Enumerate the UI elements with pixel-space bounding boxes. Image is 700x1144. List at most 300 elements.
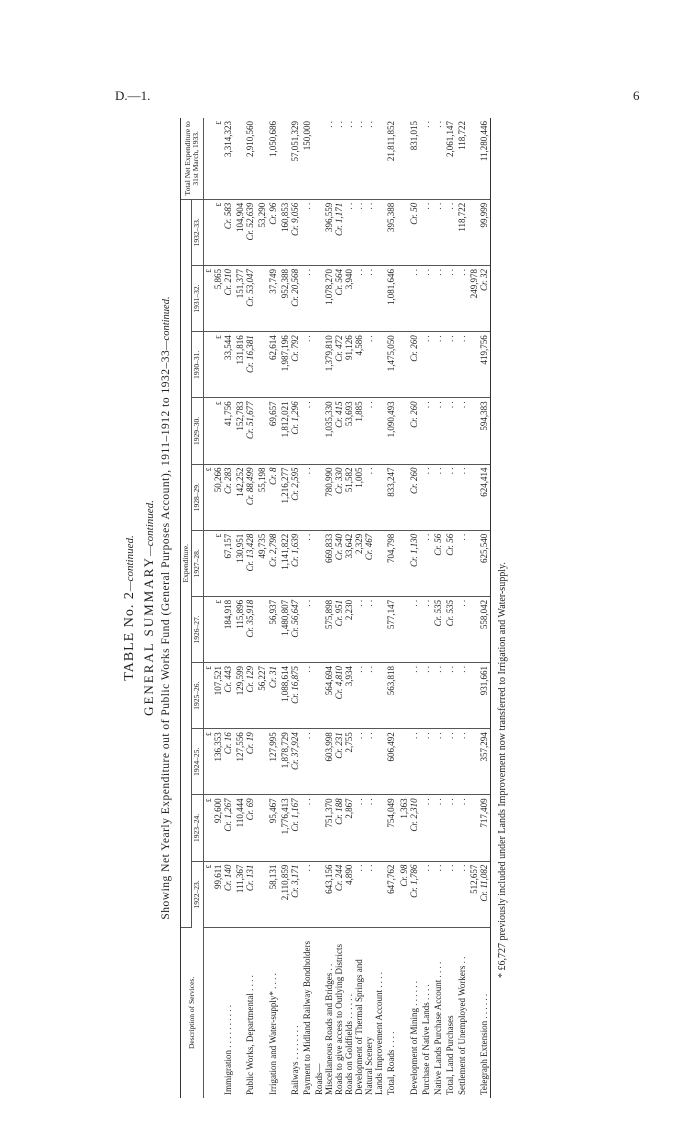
cell-value: Cr. 96 — [267, 202, 278, 225]
pound-sign: £ — [213, 401, 223, 406]
table-cell — [279, 398, 301, 464]
table-cell — [468, 596, 491, 662]
table-cell — [420, 199, 432, 265]
cell-value: Cr. 535 — [432, 599, 443, 627]
table-cell — [444, 398, 456, 464]
cell-value: Cr. 2,595 — [289, 467, 300, 501]
table-cell — [203, 199, 234, 265]
table-cell — [203, 266, 234, 332]
table-row — [420, 118, 432, 1098]
table-cell — [256, 266, 278, 332]
row-description: Railways . . . . . . . . — [289, 1025, 300, 1095]
table-cell — [279, 530, 301, 596]
cell-value: Cr. 4,810 — [334, 666, 345, 700]
row-description: Total, Roads . . . . — [386, 1031, 397, 1095]
cell-value: . . — [301, 533, 312, 541]
table-cell — [420, 530, 432, 596]
year-column-header: 1929–30. — [192, 398, 203, 464]
table-cell — [313, 118, 386, 199]
cell-value: 419,756 — [479, 335, 490, 365]
cell-value: 58,131 — [267, 864, 278, 890]
table-cell — [456, 464, 468, 530]
page-left-header: D.—1. — [115, 88, 151, 103]
table-cell — [432, 266, 444, 332]
table-cell — [301, 118, 313, 199]
table-cell — [456, 729, 468, 795]
cell-value: . . — [444, 798, 455, 806]
table-cell — [468, 663, 491, 729]
table-cell — [468, 118, 491, 199]
cell-value: Cr. 31 — [267, 666, 278, 689]
cell-value: 56,227 — [257, 666, 268, 691]
cell-value: 1,776,413 — [279, 798, 290, 835]
cell-value: Cr. 2,798 — [267, 533, 278, 567]
cell-value: 21,811,852 — [386, 121, 397, 162]
table-cell — [420, 118, 432, 199]
cell-value: . . — [432, 401, 443, 409]
year-column-header: 1923–24. — [192, 795, 203, 861]
cell-value: . . — [432, 202, 443, 210]
table-cell — [301, 596, 313, 662]
row-description-line: Roads on Goldfields . . . . . . — [344, 994, 355, 1095]
cell-value: 5,865 — [213, 269, 224, 290]
table-cell — [444, 795, 456, 861]
table-cell — [385, 795, 397, 861]
cell-value: Cr. 2,310 — [408, 798, 419, 832]
cell-value: 643,156 — [323, 864, 334, 894]
cell-value: . . — [420, 401, 431, 409]
cell-value: 99,611 — [213, 864, 224, 889]
table-cell — [234, 795, 256, 861]
cell-value: Cr. 8 — [267, 467, 278, 486]
year-column-header: 1928–29. — [192, 464, 203, 530]
table-cell — [279, 663, 301, 729]
table-cell — [385, 530, 397, 596]
cell-value: 512,657 — [468, 864, 479, 894]
cell-value: . . — [420, 467, 431, 475]
cell-value: . . — [354, 202, 365, 210]
cell-value: 594,383 — [479, 401, 490, 431]
cell-value: . . — [456, 864, 467, 872]
cell-value: 558,042 — [479, 599, 490, 630]
cell-value: 952,388 — [279, 269, 290, 299]
table-cell — [313, 596, 386, 662]
cell-value: Cr. 50 — [408, 202, 419, 225]
cell-value: 704,798 — [386, 533, 397, 563]
total-column-header: Total Net Expenditure to 31st March, 1933. — [181, 118, 204, 199]
table-cell — [234, 596, 256, 662]
table-cell — [256, 861, 278, 927]
cell-value: Cr. 210 — [223, 269, 234, 296]
table-caption-main: Showing Net Yearly Expenditure out of Public Works Fund (General Purposes Account), 1911–1912 to 1932–33 — [160, 349, 172, 920]
cell-value: 1,885 — [354, 401, 365, 422]
table-cell — [420, 332, 432, 398]
row-description: Telegraph Extension . . . . . . — [468, 927, 491, 1098]
cell-value: . . — [420, 599, 431, 607]
table-cell — [385, 596, 397, 662]
cell-value: Cr. 56,647 — [289, 599, 300, 638]
table-cell — [468, 729, 491, 795]
cell-value: 55,198 — [257, 467, 268, 493]
year-column-header: 1931–32. — [192, 266, 203, 332]
cell-value: 118,722 — [456, 121, 467, 150]
table-cell — [279, 729, 301, 795]
cell-value: 249,978 — [468, 269, 479, 299]
cell-value: . . — [444, 467, 455, 475]
table-cell — [313, 795, 386, 861]
page-number: 6 — [633, 88, 640, 103]
pound-sign: £ — [203, 666, 213, 670]
year-column-header: 1927–28. — [192, 530, 203, 596]
table-head — [181, 118, 204, 1098]
cell-value: 127,995 — [267, 732, 278, 762]
table-cell — [234, 332, 256, 398]
table-cell — [398, 332, 420, 398]
cell-value: 751,370 — [323, 798, 334, 828]
table-row — [279, 118, 301, 1098]
cell-value: 2,755 — [344, 732, 355, 753]
cell-value: . . — [444, 269, 455, 276]
cell-value: 1,035,330 — [323, 401, 334, 438]
cell-value: . . — [420, 864, 431, 872]
cell-value: . . — [408, 666, 419, 673]
cell-value: 150,000 — [301, 121, 312, 151]
cell-value: Cr. 16 — [223, 732, 234, 755]
row-description: Immigration . . . . . . . . . . — [223, 1005, 234, 1095]
cell-value: 2,329 — [354, 533, 365, 554]
table-cell — [456, 332, 468, 398]
table-cell — [468, 464, 491, 530]
cell-value: Cr. 9,056 — [289, 202, 300, 236]
table-cell — [456, 596, 468, 662]
table-cell — [468, 795, 491, 861]
cell-value: . . — [354, 666, 365, 673]
cell-value: 1,878,729 — [279, 732, 290, 769]
cell-value: . . — [456, 401, 467, 409]
cell-value: 160,853 — [279, 202, 290, 232]
table-cell — [444, 464, 456, 530]
table-cell — [420, 795, 432, 861]
cell-value: . . — [301, 467, 312, 475]
cell-value: 41,756 — [223, 401, 234, 427]
cell-value: 603,998 — [323, 732, 334, 762]
cell-value: Cr. 951 — [334, 599, 345, 627]
table-cell — [313, 464, 386, 530]
table-cell — [456, 530, 468, 596]
cell-value: 142,252 — [235, 467, 246, 497]
table-cell — [301, 266, 313, 332]
cell-value: . . — [364, 864, 375, 872]
cell-value: . . — [364, 666, 375, 673]
table-cell — [385, 199, 397, 265]
cell-value: . . — [408, 269, 419, 276]
cell-value: . . — [432, 798, 443, 806]
table-cell — [203, 464, 234, 530]
cell-value: . . — [420, 269, 431, 276]
cell-value: 1,363 — [398, 798, 409, 819]
cell-value: Cr. 564 — [334, 269, 345, 296]
cell-value: 564,694 — [323, 666, 334, 696]
cell-value: 4,586 — [354, 335, 365, 356]
table-row — [444, 118, 456, 1098]
table-cell — [256, 596, 278, 662]
table-title-main: TABLE No. 2 — [122, 591, 137, 681]
table-cell — [203, 729, 234, 795]
cell-value: 357,294 — [479, 732, 490, 762]
table-cell — [234, 663, 256, 729]
cell-value: Cr. 88,499 — [245, 467, 256, 506]
cell-value: . . — [456, 467, 467, 475]
table-cell — [456, 398, 468, 464]
cell-value: 833,247 — [386, 467, 397, 497]
cell-value: Cr. 1,786 — [408, 864, 419, 898]
cell-value: Cr. 3,171 — [289, 864, 300, 898]
cell-value: Cr. 260 — [408, 467, 419, 495]
cell-value: 754,049 — [386, 798, 397, 828]
table-cell — [432, 729, 444, 795]
table-caption — [160, 118, 172, 1098]
table-cell — [432, 398, 444, 464]
cell-value: Cr. 1,167 — [289, 798, 300, 832]
cell-value: Cr. 188 — [334, 798, 345, 825]
cell-value: . . — [456, 798, 467, 806]
table-cell — [279, 795, 301, 861]
row-description: Irrigation and Water-supply* . . . . — [267, 973, 278, 1095]
table-cell — [468, 199, 491, 265]
row-description: Purchase of Native Lands . . . . — [420, 984, 431, 1095]
cell-value: . . — [432, 121, 443, 128]
cell-value: . . — [301, 335, 312, 342]
cell-value: . . — [301, 599, 312, 607]
cell-value: Cr. 415 — [334, 401, 345, 428]
row-description-line: Miscellaneous Roads and Bridges . . — [323, 963, 334, 1095]
cell-value: 136,353 — [213, 732, 224, 762]
cell-value: 669,833 — [323, 533, 334, 563]
pound-sign: £ — [213, 335, 223, 339]
cell-value: . . — [364, 599, 375, 607]
cell-value: . . — [432, 732, 443, 739]
cell-value: 2,230 — [344, 599, 355, 621]
table-row — [456, 118, 468, 1098]
cell-value: Cr. 472 — [334, 335, 345, 362]
cell-value: 111,367 — [235, 864, 246, 894]
cell-value: Cr. 69 — [245, 798, 256, 821]
table-row — [468, 118, 491, 1098]
cell-value: . . — [420, 335, 431, 342]
rotated-table-block — [120, 118, 630, 1098]
table-row — [203, 118, 234, 1098]
cell-value: . . — [354, 864, 365, 872]
cell-value: 53,290 — [257, 202, 268, 228]
expenditure-group-header: Expenditure. — [181, 199, 192, 927]
cell-value: Cr. 35,918 — [245, 599, 256, 638]
cell-value: 118,722 — [456, 202, 467, 232]
table-cell — [432, 332, 444, 398]
cell-value: 931,661 — [479, 666, 490, 696]
table-cell — [432, 199, 444, 265]
table-cell — [301, 663, 313, 729]
cell-value: . . — [456, 599, 467, 607]
cell-value: 1,081,646 — [386, 269, 397, 306]
cell-value: 1,987,196 — [279, 335, 290, 372]
cell-value: . . — [354, 269, 365, 276]
cell-value: . . — [432, 335, 443, 342]
cell-value: . . — [354, 732, 365, 739]
cell-value: 127,556 — [235, 732, 246, 762]
table-cell — [468, 398, 491, 464]
cell-value: 717,409 — [479, 798, 490, 828]
cell-value: . . — [420, 798, 431, 806]
table-cell — [203, 795, 234, 861]
cell-value: 563,818 — [386, 666, 397, 696]
cell-value: Cr. 37,924 — [289, 732, 300, 770]
cell-value: 131,816 — [235, 335, 246, 365]
table-cell — [468, 266, 491, 332]
cell-value: Cr. 52,639 — [245, 202, 256, 241]
cell-value: 396,559 — [323, 202, 334, 232]
table-cell — [398, 596, 420, 662]
table-cell — [256, 464, 278, 530]
table-title-suffix: —continued. — [124, 535, 136, 592]
table-cell — [234, 729, 256, 795]
table-cell — [432, 596, 444, 662]
cell-value: Cr. 20,568 — [289, 269, 300, 307]
cell-value: . . — [334, 121, 345, 128]
cell-value: Cr. 131 — [245, 864, 256, 892]
cell-value: 1,090,493 — [386, 401, 397, 438]
row-description: Total, Land Purchases — [444, 1015, 455, 1095]
table-cell — [432, 530, 444, 596]
table-cell — [203, 861, 234, 927]
cell-value: . . — [420, 732, 431, 739]
cell-value: Cr. 53,047 — [245, 269, 256, 307]
cell-value: . . — [301, 798, 312, 806]
cell-value: Cr. 1,296 — [289, 401, 300, 435]
cell-value: . . — [364, 401, 375, 409]
table-cell — [203, 398, 234, 464]
table-cell — [398, 266, 420, 332]
cell-value: 577,147 — [386, 599, 397, 630]
table-cell — [203, 118, 234, 199]
pound-sign: £ — [213, 599, 223, 604]
table-cell — [444, 118, 456, 199]
cell-value: 51,582 — [344, 467, 355, 493]
cell-value: 575,898 — [323, 599, 334, 630]
table-cell — [444, 596, 456, 662]
table-cell — [385, 663, 397, 729]
table-cell — [313, 530, 386, 596]
cell-value: 831,015 — [408, 121, 419, 151]
cell-value: 33,642 — [344, 533, 355, 559]
cell-value: . . — [364, 732, 375, 739]
table-cell — [398, 861, 420, 927]
table-subtitle — [141, 118, 157, 1098]
row-description: Native Lands Purchase Account . . . . — [432, 961, 443, 1095]
cell-value: . . — [354, 599, 365, 607]
cell-value: 37,749 — [267, 269, 278, 294]
table-cell — [444, 199, 456, 265]
table-cell — [468, 530, 491, 596]
cell-value: Cr. 1,639 — [289, 533, 300, 567]
cell-value: . . — [420, 202, 431, 210]
cell-value: 91,126 — [344, 335, 355, 360]
cell-value: . . — [301, 732, 312, 739]
cell-value: . . — [456, 533, 467, 541]
pound-sign: £ — [213, 202, 223, 207]
table-cell — [456, 118, 468, 199]
table-cell — [385, 332, 397, 398]
table-cell — [279, 332, 301, 398]
year-column-header: 1924–25. — [192, 729, 203, 795]
table-cell — [279, 266, 301, 332]
table-cell — [398, 663, 420, 729]
cell-value: . . — [323, 121, 334, 128]
row-description — [313, 927, 386, 1098]
table-cell — [420, 398, 432, 464]
cell-value: 130,951 — [235, 533, 246, 563]
cell-value: 62,614 — [267, 335, 278, 360]
cell-value: 184,918 — [223, 599, 234, 630]
cell-value: . . — [301, 864, 312, 872]
pound-sign: £ — [213, 533, 223, 538]
cell-value: 1,812,021 — [279, 401, 290, 438]
table-cell — [234, 118, 256, 199]
table-cell — [420, 729, 432, 795]
cell-value: . . — [432, 269, 443, 276]
cell-value: Cr. 535 — [444, 599, 455, 627]
table-row — [398, 118, 420, 1098]
table-cell — [313, 861, 386, 927]
table-cell — [313, 199, 386, 265]
cell-value: 99,999 — [479, 202, 490, 228]
cell-value: Cr. 98 — [398, 864, 409, 887]
table-cell — [398, 398, 420, 464]
table-cell — [256, 199, 278, 265]
cell-value: Cr. 56 — [444, 533, 455, 556]
cell-value: . . — [408, 732, 419, 739]
cell-value: . . — [364, 467, 375, 475]
cell-value: 3,940 — [344, 269, 355, 290]
cell-value: . . — [444, 335, 455, 342]
table-cell — [301, 729, 313, 795]
cell-value: . . — [444, 401, 455, 409]
cell-value: 625,540 — [479, 533, 490, 563]
cell-value: . . — [420, 533, 431, 541]
cell-value: . . — [354, 121, 365, 128]
cell-value: Cr. 330 — [334, 467, 345, 495]
table-cell — [385, 464, 397, 530]
cell-value: 3,314,323 — [223, 121, 234, 157]
table-subtitle-suffix: —continued. — [144, 500, 156, 557]
cell-value: 33,544 — [223, 335, 234, 360]
table-cell — [279, 199, 301, 265]
cell-value: 49,735 — [257, 533, 268, 559]
cell-value: . . — [456, 666, 467, 673]
year-column-header: 1932–33. — [192, 199, 203, 265]
table-cell — [456, 861, 468, 927]
cell-value: 2,061,147 — [444, 121, 455, 157]
table-caption-suffix: —continued. — [161, 296, 172, 350]
cell-value: 50,266 — [213, 467, 224, 493]
cell-value: 11,280,446 — [479, 121, 490, 162]
cell-value: . . — [432, 666, 443, 673]
table-row-group — [313, 118, 386, 1098]
cell-value: Cr. 140 — [223, 864, 234, 892]
cell-value: 624,414 — [479, 467, 490, 497]
cell-value: Cr. 244 — [334, 864, 345, 892]
cell-value: 104,904 — [235, 202, 246, 232]
table-cell — [256, 530, 278, 596]
